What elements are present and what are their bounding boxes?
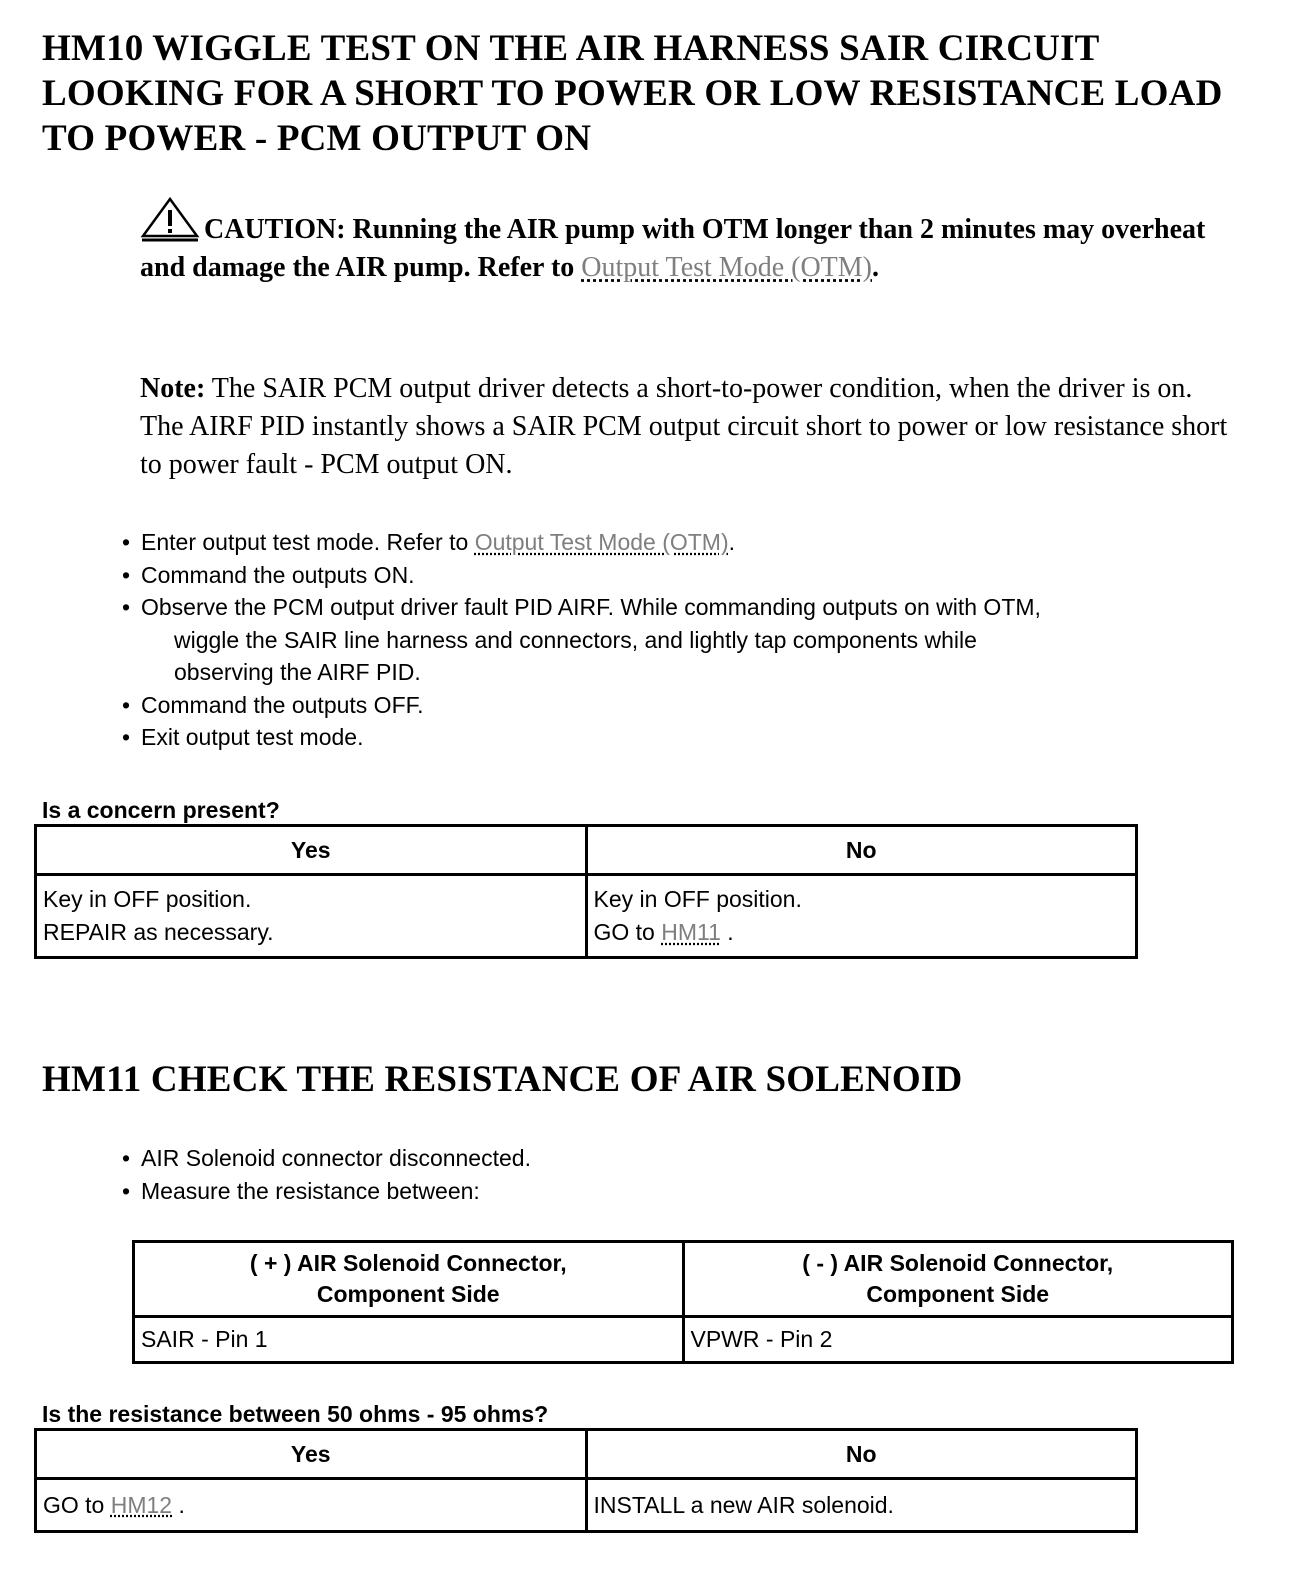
note-text: The SAIR PCM output driver detects a short-to-power condition, when the driver is on. The AIRF PID instantly shows a SAIR PCM output circuit short to power or low resistance short to power fault - PCM output ON. (140, 373, 1228, 480)
bullet-icon: • (122, 724, 131, 750)
step-text: Command the outputs OFF. (141, 691, 424, 718)
no-line-1: Key in OFF position. (593, 886, 802, 912)
note-label: Note: (140, 373, 206, 404)
hm10-steps-list (122, 526, 1292, 754)
bullet-icon: • (122, 561, 131, 588)
list-item (122, 689, 1292, 722)
list-item (122, 1175, 1022, 1208)
bullet-icon: • (122, 1145, 131, 1171)
yes-cell (36, 1479, 587, 1532)
step-text-continued: wiggle the SAIR line harness and connectors, and lightly tap components while (174, 626, 977, 653)
hm11-question: Is the resistance between 50 ohms - 95 ohms? (42, 1401, 549, 1427)
yes-suffix: . (172, 1491, 185, 1518)
table-header-row (134, 1242, 1233, 1317)
negative-pin-cell: VPWR - Pin 2 (683, 1317, 1233, 1363)
negative-header-line-2: Component Side (866, 1281, 1050, 1307)
otm-link-step[interactable]: Output Test Mode (OTM) (474, 529, 729, 555)
yes-line-2: REPAIR as necessary. (43, 919, 274, 945)
yes-text: GO to (43, 1491, 111, 1518)
positive-header-line-2: Component Side (316, 1281, 500, 1307)
caution-text: CAUTION: Running the AIR pump with OTM longer than 2 minutes may overheat and damage the AIR pump. Refer to (140, 214, 1206, 283)
step-text: Observe the PCM output driver fault PID AIRF. While commanding outputs on with OTM, (141, 594, 1041, 620)
list-item (122, 559, 1292, 592)
connector-pin-table (132, 1240, 1234, 1364)
no-cell (586, 875, 1137, 958)
list-item (122, 526, 1292, 559)
positive-connector-header (134, 1242, 684, 1317)
yes-line-1: Key in OFF position. (43, 886, 252, 912)
note-block (140, 370, 1240, 484)
hm10-title: HM10 WIGGLE TEST ON THE AIR HARNESS SAIR CIRCUIT LOOKING FOR A SHORT TO POWER OR LOW RESISTANCE LOAD TO POWER - PCM OUTPUT ON (42, 28, 1223, 159)
step-text: Measure the resistance between: (141, 1177, 480, 1204)
list-item (122, 591, 1292, 689)
hm12-link[interactable]: HM12 (110, 1491, 173, 1518)
step-text-continued: observing the AIRF PID. (174, 659, 421, 685)
bullet-icon: • (122, 529, 131, 555)
negative-connector-header (683, 1242, 1233, 1317)
no-header: No (586, 826, 1137, 875)
step-text: AIR Solenoid connector disconnected. (141, 1145, 531, 1171)
hm10-decision-table (34, 824, 1138, 959)
positive-pin-cell: SAIR - Pin 1 (134, 1317, 684, 1363)
no-line-2-suffix: . (720, 919, 734, 945)
negative-header-line-1: ( - ) AIR Solenoid Connector, (802, 1250, 1114, 1276)
step-text: Exit output test mode. (141, 724, 364, 750)
bullet-icon: • (122, 691, 131, 718)
yes-header: Yes (36, 826, 587, 875)
hm10-question: Is a concern present? (42, 797, 280, 823)
yes-cell (36, 875, 587, 958)
table-row (36, 1479, 1137, 1532)
list-item (122, 721, 1292, 754)
yes-header: Yes (36, 1430, 587, 1479)
hm11-decision-table (34, 1428, 1138, 1533)
warning-triangle-icon (140, 196, 200, 242)
table-row (36, 875, 1137, 958)
no-line-2 (594, 916, 1130, 949)
step-text: Command the outputs ON. (141, 561, 415, 588)
bullet-icon: • (122, 1177, 131, 1204)
no-cell: INSTALL a new AIR solenoid. (586, 1479, 1137, 1532)
table-header-row (36, 826, 1137, 875)
caution-block (140, 196, 1230, 287)
table-header-row (36, 1430, 1137, 1479)
hm11-steps-list (122, 1142, 1022, 1207)
caution-suffix: . (872, 252, 879, 283)
hm11-title: HM11 CHECK THE RESISTANCE OF AIR SOLENOID (42, 1059, 963, 1100)
step-suffix: . (728, 529, 736, 555)
otm-link-caution[interactable]: Output Test Mode (OTM) (581, 252, 872, 283)
positive-header-line-1: ( + ) AIR Solenoid Connector, (249, 1250, 567, 1276)
bullet-icon: • (122, 594, 131, 620)
no-line-2-text: GO to (593, 919, 662, 945)
hm11-link[interactable]: HM11 (661, 919, 721, 945)
list-item (122, 1142, 1022, 1175)
no-header: No (586, 1430, 1137, 1479)
step-text: Enter output test mode. Refer to (141, 529, 475, 555)
table-row (134, 1317, 1233, 1363)
